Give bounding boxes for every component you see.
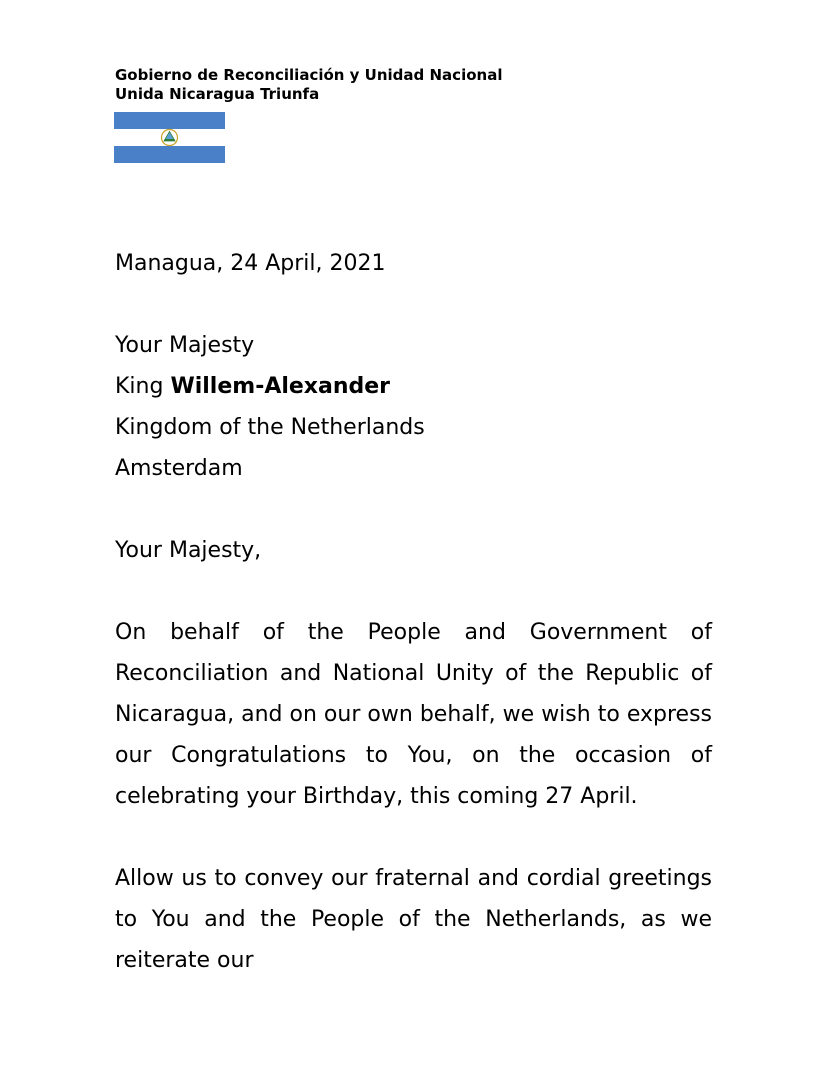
letterhead-slogan: Unida Nicaragua Triunfa [115,85,320,103]
recipient-name: Willem-Alexander [170,374,391,399]
recipient-title: Your Majesty [115,333,255,358]
salutation: Your Majesty, [115,538,262,563]
letter-date: Managua, 24 April, 2021 [115,251,386,276]
letterhead-government-name: Gobierno de Reconciliación y Unidad Nacional [115,66,503,84]
nicaragua-flag-icon [114,112,225,163]
recipient-prefix: King [115,374,171,399]
paragraph-greetings: Allow us to convey our fraternal and cordial greetings to You and the People of the Netherlands, as we reiterate our [115,866,712,973]
recipient-city: Amsterdam [115,456,243,481]
letter-body [115,243,712,973]
letterhead [115,66,502,104]
recipient-name-line [115,366,712,407]
flag-bottom-stripe [114,146,225,163]
flag-top-stripe [114,112,225,129]
recipient-address [115,325,712,489]
paragraph-congratulations: On behalf of the People and Government of Reconciliation and National Unity of the Republic of Nicaragua, and on our own behalf, we wish to express our Congratulations to You, on the occasion of celebrating your Birthday, this coming 27 April. [115,620,712,809]
recipient-country: Kingdom of the Netherlands [115,415,425,440]
